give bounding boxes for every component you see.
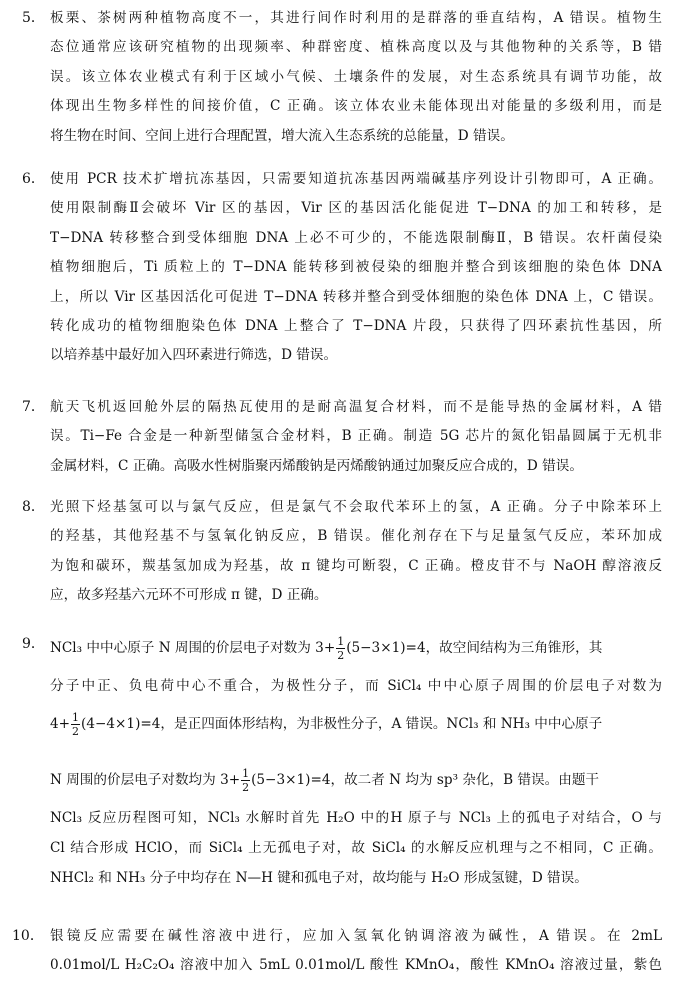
item-number: 5．: [22, 10, 45, 26]
item-body: [50, 493, 662, 611]
text-line: T−DNA 转移整合到受体细胞 DNA 上必不可少的，不能选限制酶Ⅱ，B 错误。农杆菌侵染: [50, 229, 662, 246]
text-line: 板栗、茶树两种植物高度不一，其进行间作时利用的是群落的垂直结构，A 错误。植物生: [50, 10, 662, 26]
text-line: 以培养基中最好加入四环素进行筛选，D 错误。: [50, 347, 338, 364]
item-number: 9．: [22, 636, 45, 652]
text-line: 0.01mol/L H₂C₂O₄ 溶液中加入 5mL 0.01mol/L 酸性 KMnO₄，酸性 KMnO₄ 溶液过量，紫色: [50, 957, 662, 974]
item-body: [50, 4, 662, 151]
text-line: 的羟基，其他羟基不与氢氧化钠反应，B 错误。催化剂存在下与足量氢气反应，苯环加成: [50, 528, 662, 545]
text-segment: NCl₃ 中中心原子 N 周围的价层电子对数为 3+: [50, 639, 336, 656]
text-segment: N 周围的价层电子对数均为 3+: [50, 771, 241, 788]
item-body: [50, 922, 662, 981]
text-line: 光照下烃基氢可以与氯气反应，但是氯气不会取代苯环上的氢，A 正确。分子中除苯环上: [50, 499, 662, 515]
fraction-one-half: $\frac{1}{2}$: [242, 766, 250, 794]
text-line: 误。Ti−Fe 合金是一种新型储氢合金材料，B 正确。制造 5G 芯片的氮化铝晶圆属于无机非: [50, 428, 662, 445]
text-line: 使用 PCR 技术扩增抗冻基因，只需要知道抗冻基因两端碱基序列设计引物即可，A 正确。: [50, 171, 662, 187]
text-line: 体现出生物多样性的间接价值，C 正确。该立体农业未能体现出对能量的多级利用，而是: [50, 98, 662, 115]
text-line: 将生物在时间、空间上进行合理配置，增大流入生态系统的总能量，D 错误。: [50, 127, 514, 144]
text-segment: (4−4×1)=4，是正四面体形结构，为非极性分子，A 错误。NCl₃ 和 NH₃ 中中心原子: [81, 715, 603, 732]
formula-line: [50, 630, 662, 666]
item-body: [50, 165, 662, 371]
text-line: 转化成功的植物细胞染色体 DNA 上整合了 T−DNA 片段，只获得了四环素抗性基因，所: [50, 318, 662, 335]
text-line: 金属材料，C 正确。高吸水性树脂聚丙烯酸钠是丙烯酸钠通过加聚反应合成的，D 错误。: [50, 457, 583, 474]
text-segment: 4+: [50, 715, 71, 732]
text-segment: (5−3×1)=4，故二者 N 均为 sp³ 杂化，B 错误。由题干: [251, 771, 600, 788]
text-line: 植物细胞后，Ti 质粒上的 T−DNA 能转移到被侵染的细胞并整合到该细胞的染色体 DNA: [50, 259, 662, 276]
text-line: NHCl₂ 和 NH₃ 分子中均存在 N—H 键和孤电子对，故均能与 H₂O 形成氢键，D 错误。: [50, 870, 588, 886]
text-line: 使用限制酶Ⅱ会破坏 Vir 区的基因，Vir 区的基因活化能促进 T−DNA 的加工和转移，是: [50, 200, 662, 217]
text-line: 上，所以 Vir 区基因活化可促进 T−DNA 转移并整合到受体细胞的染色体 DNA 上，C 错误。: [50, 288, 662, 305]
item-number: 8．: [22, 499, 45, 515]
item-number: 7．: [22, 399, 45, 415]
item-number: 10．: [12, 928, 44, 944]
text-line: 分子中正、负电荷中心不重合，为极性分子，而 SiCl₄ 中中心原子周围的价层电子对数为: [50, 678, 662, 694]
text-segment: (5−3×1)=4，故空间结构为三角锥形，其: [346, 639, 603, 656]
item-body: [50, 393, 662, 481]
text-line: Cl 结合形成 HClO，而 SiCl₄ 上无孤电子对，故 SiCl₄ 的水解反应机理与之不相同，C 正确。: [50, 840, 662, 856]
text-line: 误。该立体农业模式有利于区域小气候、土壤条件的发展，对生态系统具有调节功能，故: [50, 68, 662, 85]
item-number: 6．: [22, 171, 45, 187]
text-line: 银镜反应需要在碱性溶液中进行，应加入氢氧化钠调溶液为碱性，A 错误。在 2mL: [50, 928, 662, 944]
text-line: 态位通常应该研究植物的出现频率、种群密度、植株高度以及与其他物种的关系等，B 错: [50, 39, 662, 56]
text-line: 应，故多羟基六元环不可形成 π 键，D 正确。: [50, 587, 328, 604]
text-line: 为饱和碳环，羰基氢加成为羟基，故 π 键均可断裂，C 正确。橙皮苷不与 NaOH 醇溶液反: [50, 557, 662, 574]
fraction-one-half: $\frac{1}{2}$: [72, 710, 80, 738]
text-line: NCl₃ 反应历程图可知，NCl₃ 水解时首先 H₂O 中的H 原子与 NCl₃ 上的孤电子对结合，O 与: [50, 810, 662, 826]
formula-line: [50, 706, 662, 742]
formula-line: [50, 762, 662, 798]
text-line: 航天飞机返回舱外层的隔热瓦使用的是耐高温复合材料，而不是能导热的金属材料，A 错: [50, 399, 662, 415]
fraction-one-half: $\frac{1}{2}$: [337, 634, 345, 662]
